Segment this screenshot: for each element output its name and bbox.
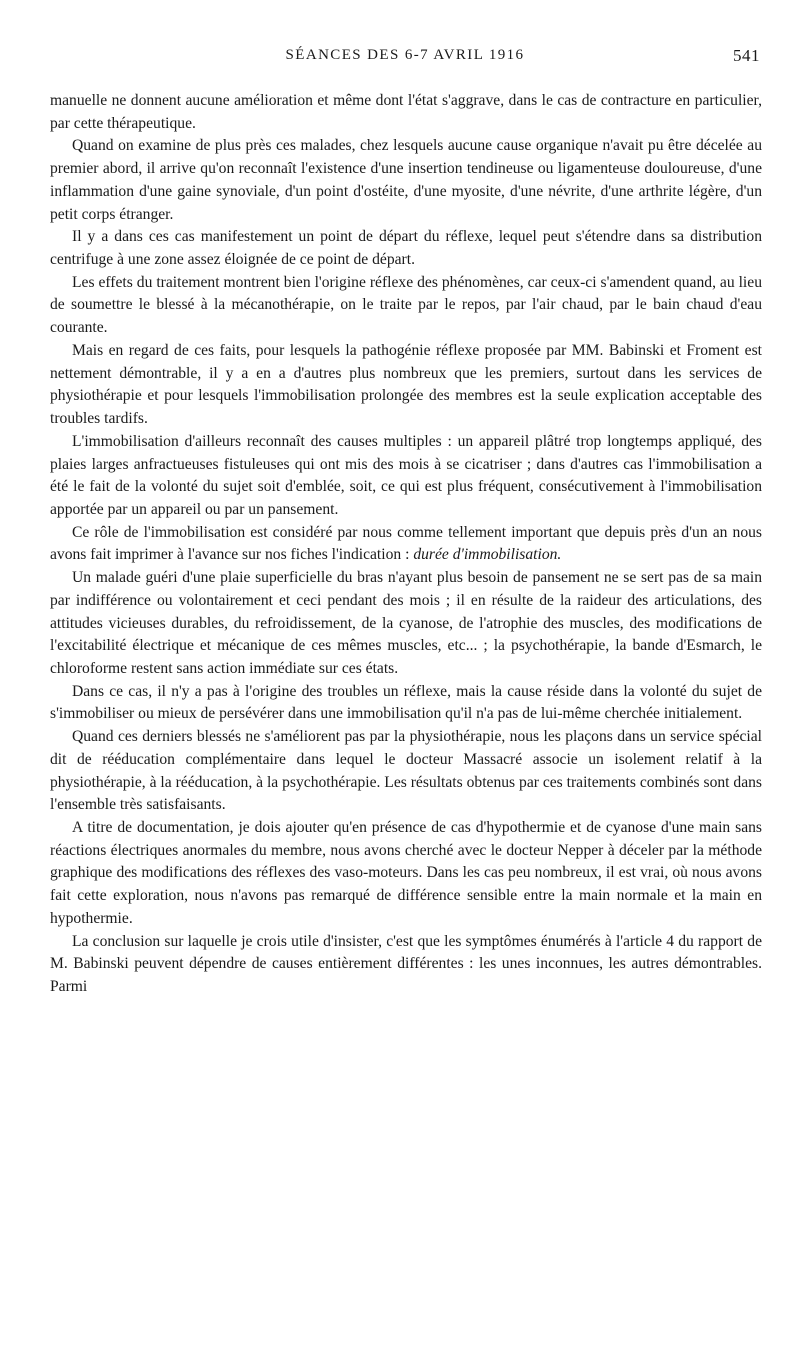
paragraph: manuelle ne donnent aucune amélioration et même dont l'état s'aggrave, dans le cas de contracture en particulier, par cette thérapeutique. [50,92,762,132]
paragraph-role-immobilisation [50,522,762,567]
paragraph: Dans ce cas, il n'y a pas à l'origine des troubles un réflexe, mais la cause réside dans la volonté du sujet de s'immobiliser ou mieux de persévérer dans une immobilisation qu'il n'a pas de lui-même cherchée initialement. [50,682,762,723]
body-text [50,90,762,999]
running-title: SÉANCES DES 6-7 AVRIL 1916 [285,47,525,63]
paragraph: Un malade guéri d'une plaie superficielle du bras n'ayant plus besoin de pansement ne se sert pas de sa main par indifférence ou volontairement et ceci pendant des mois ; il en résulte de la raideur des articulations, des attitudes vicieuses durables, du refroidissement, de la cyanose, de l'atrophie des muscles, des modifications de l'excitabilité électrique et mécanique de ces mêmes muscles, etc... ; la psychothérapie, la bande d'Esmarch, le chloroforme restent sans action immédiate sur ces états. [50,569,762,677]
paragraph: L'immobilisation d'ailleurs reconnaît des causes multiples : un appareil plâtré trop longtemps appliqué, des plaies larges anfractueuses fistuleuses qui ont mis des mois à se cicatriser ; dans d'autres cas l'immobilisation a été le fait de la volonté du sujet soit d'emblée, soit, ce qui est plus fréquent, consécutivement à l'immobilisation apportée par un appareil ou par un pansement. [50,432,762,518]
paragraph: A titre de documentation, je dois ajouter qu'en présence de cas d'hypothermie et de cyanose d'une main sans réactions électriques anormales du membre, nous avons cherché avec le docteur Nepper à déceler par la méthode graphique des modifications des réflexes des vaso-moteurs. Dans les cas peu nombreux, il est vrai, où nous avons fait cette exploration, nous n'avons pas remarqué de différence sensible entre la main normale et la main en hypothermie. [50,819,762,927]
paragraph: Il y a dans ces cas manifestement un point de départ du réflexe, lequel peut s'étendre dans sa distribution centrifuge à une zone assez éloignée de ce point de départ. [50,228,762,269]
paragraph: Mais en regard de ces faits, pour lesquels la pathogénie réflexe proposée par MM. Babinski et Froment est nettement démontrable, il y a en a d'autres plus nombreux que les premiers, surtout dans les services de physiothérapie et pour lesquels l'immobilisation prolongée des membres est la seule explication acceptable des troubles tardifs. [50,341,762,428]
paragraph-text: Ce rôle de l'immobilisation est considéré par nous comme tellement important que depuis près d'un an nous avons fait imprimer à l'avance sur nos fiches l'indication : [50,523,762,564]
italic-phrase: durée d'immobilisation. [413,546,562,564]
paragraph: Quand ces derniers blessés ne s'améliorent pas par la physiothérapie, nous les plaçons dans un service spécial dit de rééducation complémentaire dans lequel le docteur Massacré associe un isolement relatif à la physiothérapie, à la rééducation, à la psychothérapie. Les résultats obtenus par ces traitements combinés sont dans l'ensemble très satisfaisants. [50,728,762,814]
paragraph: La conclusion sur laquelle je crois utile d'insister, c'est que les symptômes énumérés à l'article 4 du rapport de M. Babinski peuvent dépendre de causes entièrement différentes : les unes inconnues, les autres démontrables. Parmi [50,932,762,996]
paragraph: Quand on examine de plus près ces malades, chez lesquels aucune cause organique n'avait pu être décelée au premier abord, il arrive qu'on reconnaît l'existence d'une insertion tendineuse ou ligamenteuse douloureuse, d'une inflammation d'une gaine synoviale, d'un point d'ostéite, d'une myosite, d'une névrite, d'une arthrite légère, d'un petit corps étranger. [50,137,762,223]
running-head [50,47,760,73]
page-number: 541 [733,46,760,65]
paragraph: Les effets du traitement montrent bien l'origine réflexe des phénomènes, car ceux-ci s'amendent quand, au lieu de soumettre le blessé à la mécanothérapie, on le traite par le repos, par l'air chaud, par le bain chaud d'eau courante. [50,273,762,337]
